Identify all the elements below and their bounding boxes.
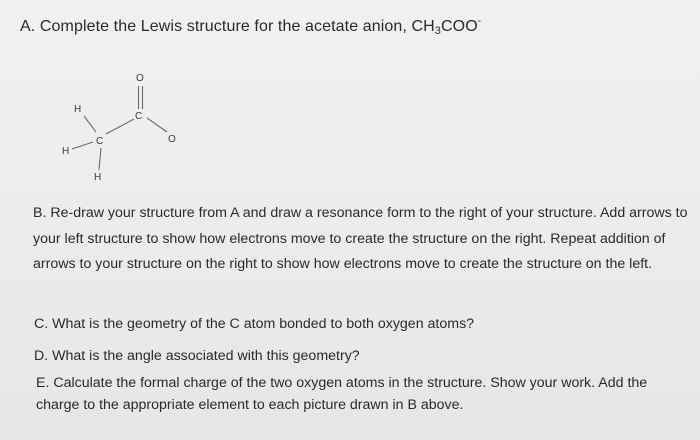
bond-h-top-c <box>84 116 96 132</box>
part-a-charge: - <box>477 16 482 27</box>
part-a-formula-suffix: COO <box>441 18 478 35</box>
atom-o-right: O <box>168 134 176 145</box>
bond-c-o-single <box>147 118 167 132</box>
part-e-question: E. Calculate the formal charge of the two oxygen atoms in the structure. Show your work. Add the charge to the appropriate element to each picture drawn in B above. <box>36 375 648 413</box>
atom-h-bottom: H <box>94 172 102 183</box>
atom-h-left: H <box>62 146 70 157</box>
bond-h-left-c <box>72 142 93 149</box>
part-a-question <box>20 16 481 37</box>
atom-c-methyl: C <box>96 136 104 147</box>
atom-o-top: O <box>136 73 144 84</box>
part-d-question: D. What is the angle associated with this geometry? <box>34 348 360 364</box>
atom-h-top: H <box>74 104 82 115</box>
part-c-question: C. What is the geometry of the C atom bonded to both oxygen atoms? <box>34 316 475 332</box>
bond-c-h-bottom <box>99 148 101 170</box>
part-a-subscript: 3 <box>434 25 442 37</box>
part-b-question: B. Re-draw your structure from A and draw a resonance form to the right of your structure. Add arrows to your left structure to show how electrons move to create the structure on the right. Repeat addition of arrows to your structure on the right to show how electrons move to create the structure on the left. <box>33 205 688 272</box>
part-a-text: A. Complete the Lewis structure for the acetate anion, CH <box>20 18 435 35</box>
bond-c-c <box>106 119 134 134</box>
acetate-skeleton-structure <box>50 62 200 187</box>
atom-c-carboxyl: C <box>135 111 143 122</box>
